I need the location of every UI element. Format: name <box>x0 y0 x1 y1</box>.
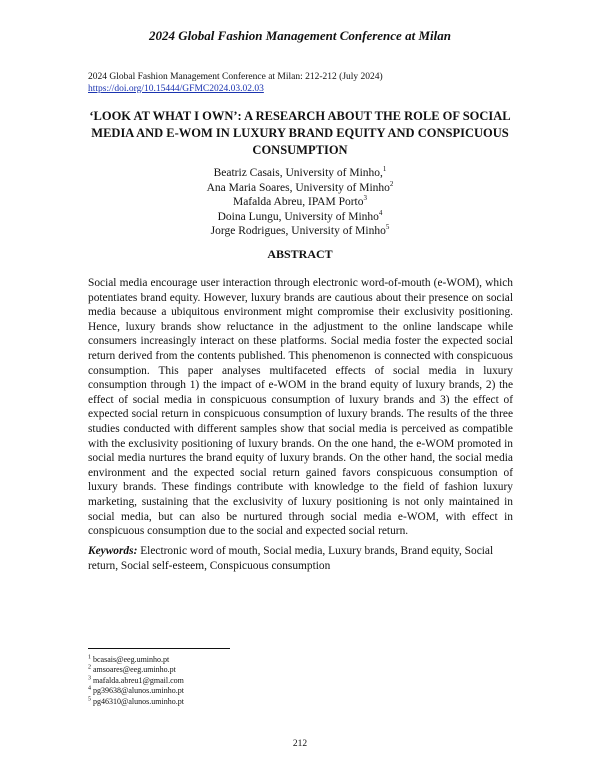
footnotes <box>88 655 184 707</box>
footnote-mark: 1 <box>88 654 91 661</box>
paper-title: ‘LOOK AT WHAT I OWN’: A RESEARCH ABOUT THE ROLE OF SOCIAL MEDIA AND E-WOM IN LUXURY BRAND EQUITY AND CONSPICUOUS CONSUMPTION <box>89 109 511 157</box>
author-line <box>0 224 600 239</box>
author-name: Mafalda Abreu, IPAM Porto <box>232 196 364 208</box>
author-line <box>0 195 600 210</box>
footnote <box>88 686 184 696</box>
footnote-mark: 5 <box>88 695 91 702</box>
footnote-mark: 5 <box>385 223 390 232</box>
running-head: 2024 Global Fashion Management Conference at Milan <box>149 28 451 43</box>
footnote-mark: 4 <box>88 685 91 692</box>
footnote-mark: 2 <box>88 664 91 671</box>
abstract-body: Social media encourage user interaction through electronic word-of-mouth (e-WOM), which potentiates brand equity. However, luxury brands are cautious about their presence on social media because a ubiquitous environment might compromise their exclusivity positioning. Hence, luxury brands show reluctance in the adjustment to the online landscape while consumers increasingly interact on these platforms. Social media foster the expected social return derived from the contents published. This phenomenon is connected with conspicuous consumption. This paper analyses multifaceted effects of social media in luxury consumption through 1) the impact of e-WOM in the brand equity of luxury brands, 2) the effect of social media in conspicuous consumption of luxury brands and 3) the effect of expected social return in conspicuous consumption of luxury brands. The results of the three studies conducted with different samples show that social media is perceived as compatible with the exclusivity positioning of luxury brands. On the one hand, the e-WOM promoted in social media nurtures the brand equity of luxury brands. On the other hand, the social media environment and the expected social return gained favors conspicuous consumption of luxury brands. These findings contribute with knowledge to the field of fashion luxury marketing, sustaining that the exclusivity of luxury positioning is not only maintained in social media, but can also be nurtured through social media e-WOM, with effect in conspicuous consumption due to the social and expected social return. <box>88 277 513 538</box>
author-name: Doina Lungu, University of Minho <box>217 210 379 223</box>
footnote-divider <box>88 648 230 649</box>
author-line <box>0 166 600 181</box>
citation-line: 2024 Global Fashion Management Conference at Milan: 212-212 (July 2024) <box>88 72 383 82</box>
keywords-block <box>88 544 513 573</box>
footnote-mark: 3 <box>363 194 368 203</box>
author-name: Jorge Rodrigues, University of Minho <box>210 225 386 237</box>
doi-link[interactable]: https://doi.org/10.15444/GFMC2024.03.02.03 <box>88 84 264 94</box>
author-list <box>0 166 600 239</box>
footnote-email: mafalda.abreu1@gmail.com <box>93 675 184 685</box>
citation-block <box>88 71 383 95</box>
keywords-label: Keywords: <box>88 545 138 557</box>
footnote-mark: 2 <box>389 179 394 188</box>
author-line <box>0 181 600 196</box>
footnote-mark: 4 <box>378 208 383 217</box>
author-name: Ana Maria Soares, University of Minho <box>206 181 390 194</box>
abstract-heading: ABSTRACT <box>267 247 333 261</box>
footnote-email: pg39638@alunos.uminho.pt <box>93 686 184 696</box>
page-number: 212 <box>292 739 308 749</box>
footnote <box>88 655 184 665</box>
footnote-email: pg46310@alunos.uminho.pt <box>93 696 184 706</box>
author-name: Beatriz Casais, University of Minho, <box>213 167 383 179</box>
author-line <box>0 210 600 225</box>
footnote-email: bcasais@eeg.uminho.pt <box>93 655 170 664</box>
footnote-mark: 3 <box>88 675 91 682</box>
footnote <box>88 697 184 707</box>
footnote <box>88 665 184 675</box>
footnote <box>88 676 184 686</box>
keywords-text: Electronic word of mouth, Social media, Luxury brands, Brand equity, Social return, Social self-esteem, Conspicuous consumption <box>88 545 494 572</box>
footnote-mark: 1 <box>382 165 387 174</box>
footnote-email: amsoares@eeg.uminho.pt <box>93 665 176 675</box>
